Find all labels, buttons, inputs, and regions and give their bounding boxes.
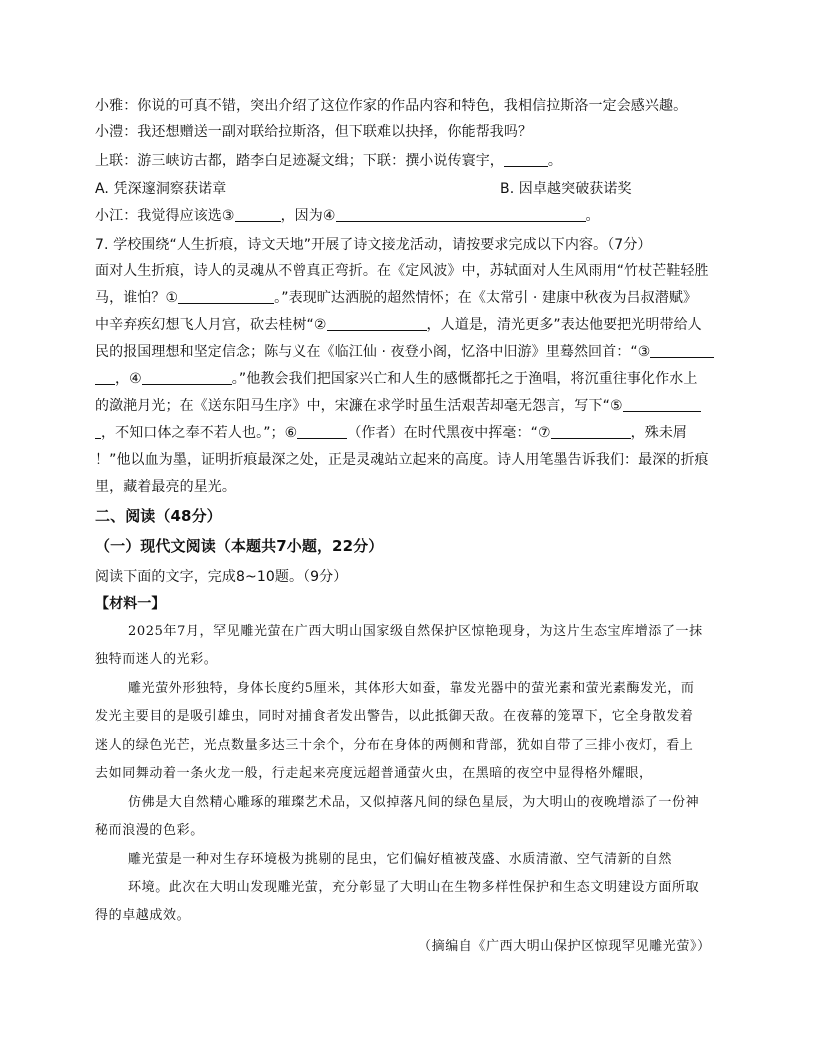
passage-line [95, 343, 714, 361]
material-text: 雕光萤外形独特，身体长度约5厘米，其体形大如蚕，靠发光器中的萤光素和萤光素酶发光，而 [128, 681, 695, 696]
punct: 。 [585, 208, 600, 224]
text-segment: ，不知口体之奉不若人也。”；⑥ [101, 425, 298, 441]
answer-blank-3b[interactable] [95, 370, 115, 385]
material-text: 仿佛是大自然精心雕琢的璀璨艺术品，又似掉落凡间的绿色星辰，为大明山的夜晚增添了一份神 [128, 795, 700, 810]
couplet-line [95, 152, 562, 170]
text-segment: ，因为④ [280, 208, 336, 224]
text-segment: ，殊未屑 [630, 425, 688, 441]
text-segment: 马，谁怕？① [95, 290, 179, 306]
options-row [95, 180, 715, 198]
answer-blank-5a[interactable] [623, 397, 701, 412]
passage-line: 面对人生折痕，诗人的灵魂从不曾真正弯折。在《定风波》中，苏轼面对人生风雨用“竹杖芒鞋轻胜 [95, 263, 709, 279]
couplet-text: 上联：游三峡访古都，踏李白足迹凝文缉；下联：撰小说传寰宇， [95, 153, 504, 169]
answer-blank-3[interactable] [235, 207, 281, 222]
punct: 。 [547, 153, 563, 169]
text-segment: 。”表现旷达洒脱的超然情怀；在《太常引 · 建康中秋夜为吕叔潜赋》 [274, 290, 698, 306]
text-segment: ，④ [115, 371, 142, 387]
material-text: 迷人的绿色光芒，光点数量多达三十余个，分布在身体的两侧和背部，犹如自带了三排小夜灯，看上 [95, 738, 694, 753]
answer-blank-2[interactable] [327, 316, 427, 331]
passage-line [95, 424, 687, 442]
option-a: A. 凭深邃洞察获诺章 [95, 181, 227, 197]
dialogue-xiaojiang [95, 207, 600, 225]
section-heading: 二、阅读（48分） [95, 507, 222, 525]
answer-blank-7[interactable] [551, 424, 631, 439]
text-segment: 小江：我觉得应该选③ [95, 208, 235, 224]
text-segment: 的潋滟月光；在《送东阳马生序》中，宋濂在求学时虽生活艰苦却毫无怨言，写下“⑤ [95, 398, 623, 414]
subsection-heading: （一）现代文阅读（本题共7小题，22分） [95, 537, 384, 555]
text-segment: 中辛弃疾幻想飞人月宫，砍去桂树“② [95, 317, 327, 333]
passage-line: 里，藏着最亮的星光。 [95, 479, 236, 495]
dialogue-xiaoli: 小澧：我还想赠送一副对联给拉斯洛，但下联难以抉择，你能帮我吗？ [95, 124, 533, 140]
answer-blank-4[interactable] [336, 207, 586, 222]
material-text: 得的卓越成效。 [95, 908, 191, 923]
answer-blank-6[interactable] [297, 424, 347, 439]
passage-line [95, 397, 701, 415]
question-7: 7. 学校围绕“人生折痕，诗文天地”开展了诗文接龙活动，请按要求完成以下内容。（7分） [95, 237, 652, 253]
passage-line [95, 370, 697, 388]
dialogue-xiaoya: 小雅：你说的可真不错，突出介绍了这位作家的作品内容和特色，我相信拉斯洛一定会感兴趣。 [95, 98, 688, 114]
text-segment: 民的报国理想和坚定信念；陈与义在《临江仙 · 夜登小阁，忆洛中旧游》里蓦然回首：“③ [95, 344, 651, 360]
material-label: 【材料一】 [95, 596, 166, 612]
answer-blank-1[interactable] [178, 289, 274, 304]
passage-line [95, 289, 697, 307]
instruction: 阅读下面的文字，完成8~10题。（9分） [95, 569, 348, 585]
text-segment: 。”他教会我们把国家兴亡和人生的感慨都托之于渔唱，将沉重往事化作水上 [231, 371, 698, 387]
material-text: 独特而迷人的光彩。 [95, 652, 218, 667]
answer-blank-4[interactable] [142, 370, 232, 385]
text-segment: （作者）在时代黑夜中挥毫：“⑦ [347, 425, 551, 441]
material-text: 环境。此次在大明山发现雕光萤，充分彰显了大明山在生物多样性保护和生态文明建设方面所取 [128, 880, 700, 895]
option-b: B. 因卓越突破获诺奖 [500, 181, 632, 197]
material-text: 2025年7月，罕见雕光萤在广西大明山国家级自然保护区惊艳现身，为这片生态宝库增添了一抹 [128, 624, 703, 639]
material-text: 秘而浪漫的色彩。 [95, 823, 204, 838]
material-text: 发光主要目的是吸引雄虫，同时对捕食者发出警告，以此抵御天敌。在夜幕的笼罩下，它全身散发着 [95, 709, 694, 724]
answer-blank-3a[interactable] [650, 343, 714, 358]
answer-blank[interactable] [504, 152, 548, 167]
material-text: 雕光萤是一种对生存环境极为挑剔的昆虫，它们偏好植被茂盛、水质清澈、空气清新的自然 [128, 852, 673, 867]
passage-line [95, 316, 702, 334]
material-text: 去如同舞动着一条火龙一般，行走起来亮度远超普通萤火虫，在黑暗的夜空中显得格外耀眼， [95, 766, 653, 781]
source-citation: （摘编自《广西大明山保护区惊现罕见雕光萤》） [418, 939, 711, 954]
passage-line: ！”他以血为墨，证明折痕最深之处，正是灵魂站立起来的高度。诗人用笔墨告诉我们：最深的折痕 [95, 452, 709, 468]
text-segment: ，人道是，清光更多”表达他要把光明带给人 [426, 317, 702, 333]
